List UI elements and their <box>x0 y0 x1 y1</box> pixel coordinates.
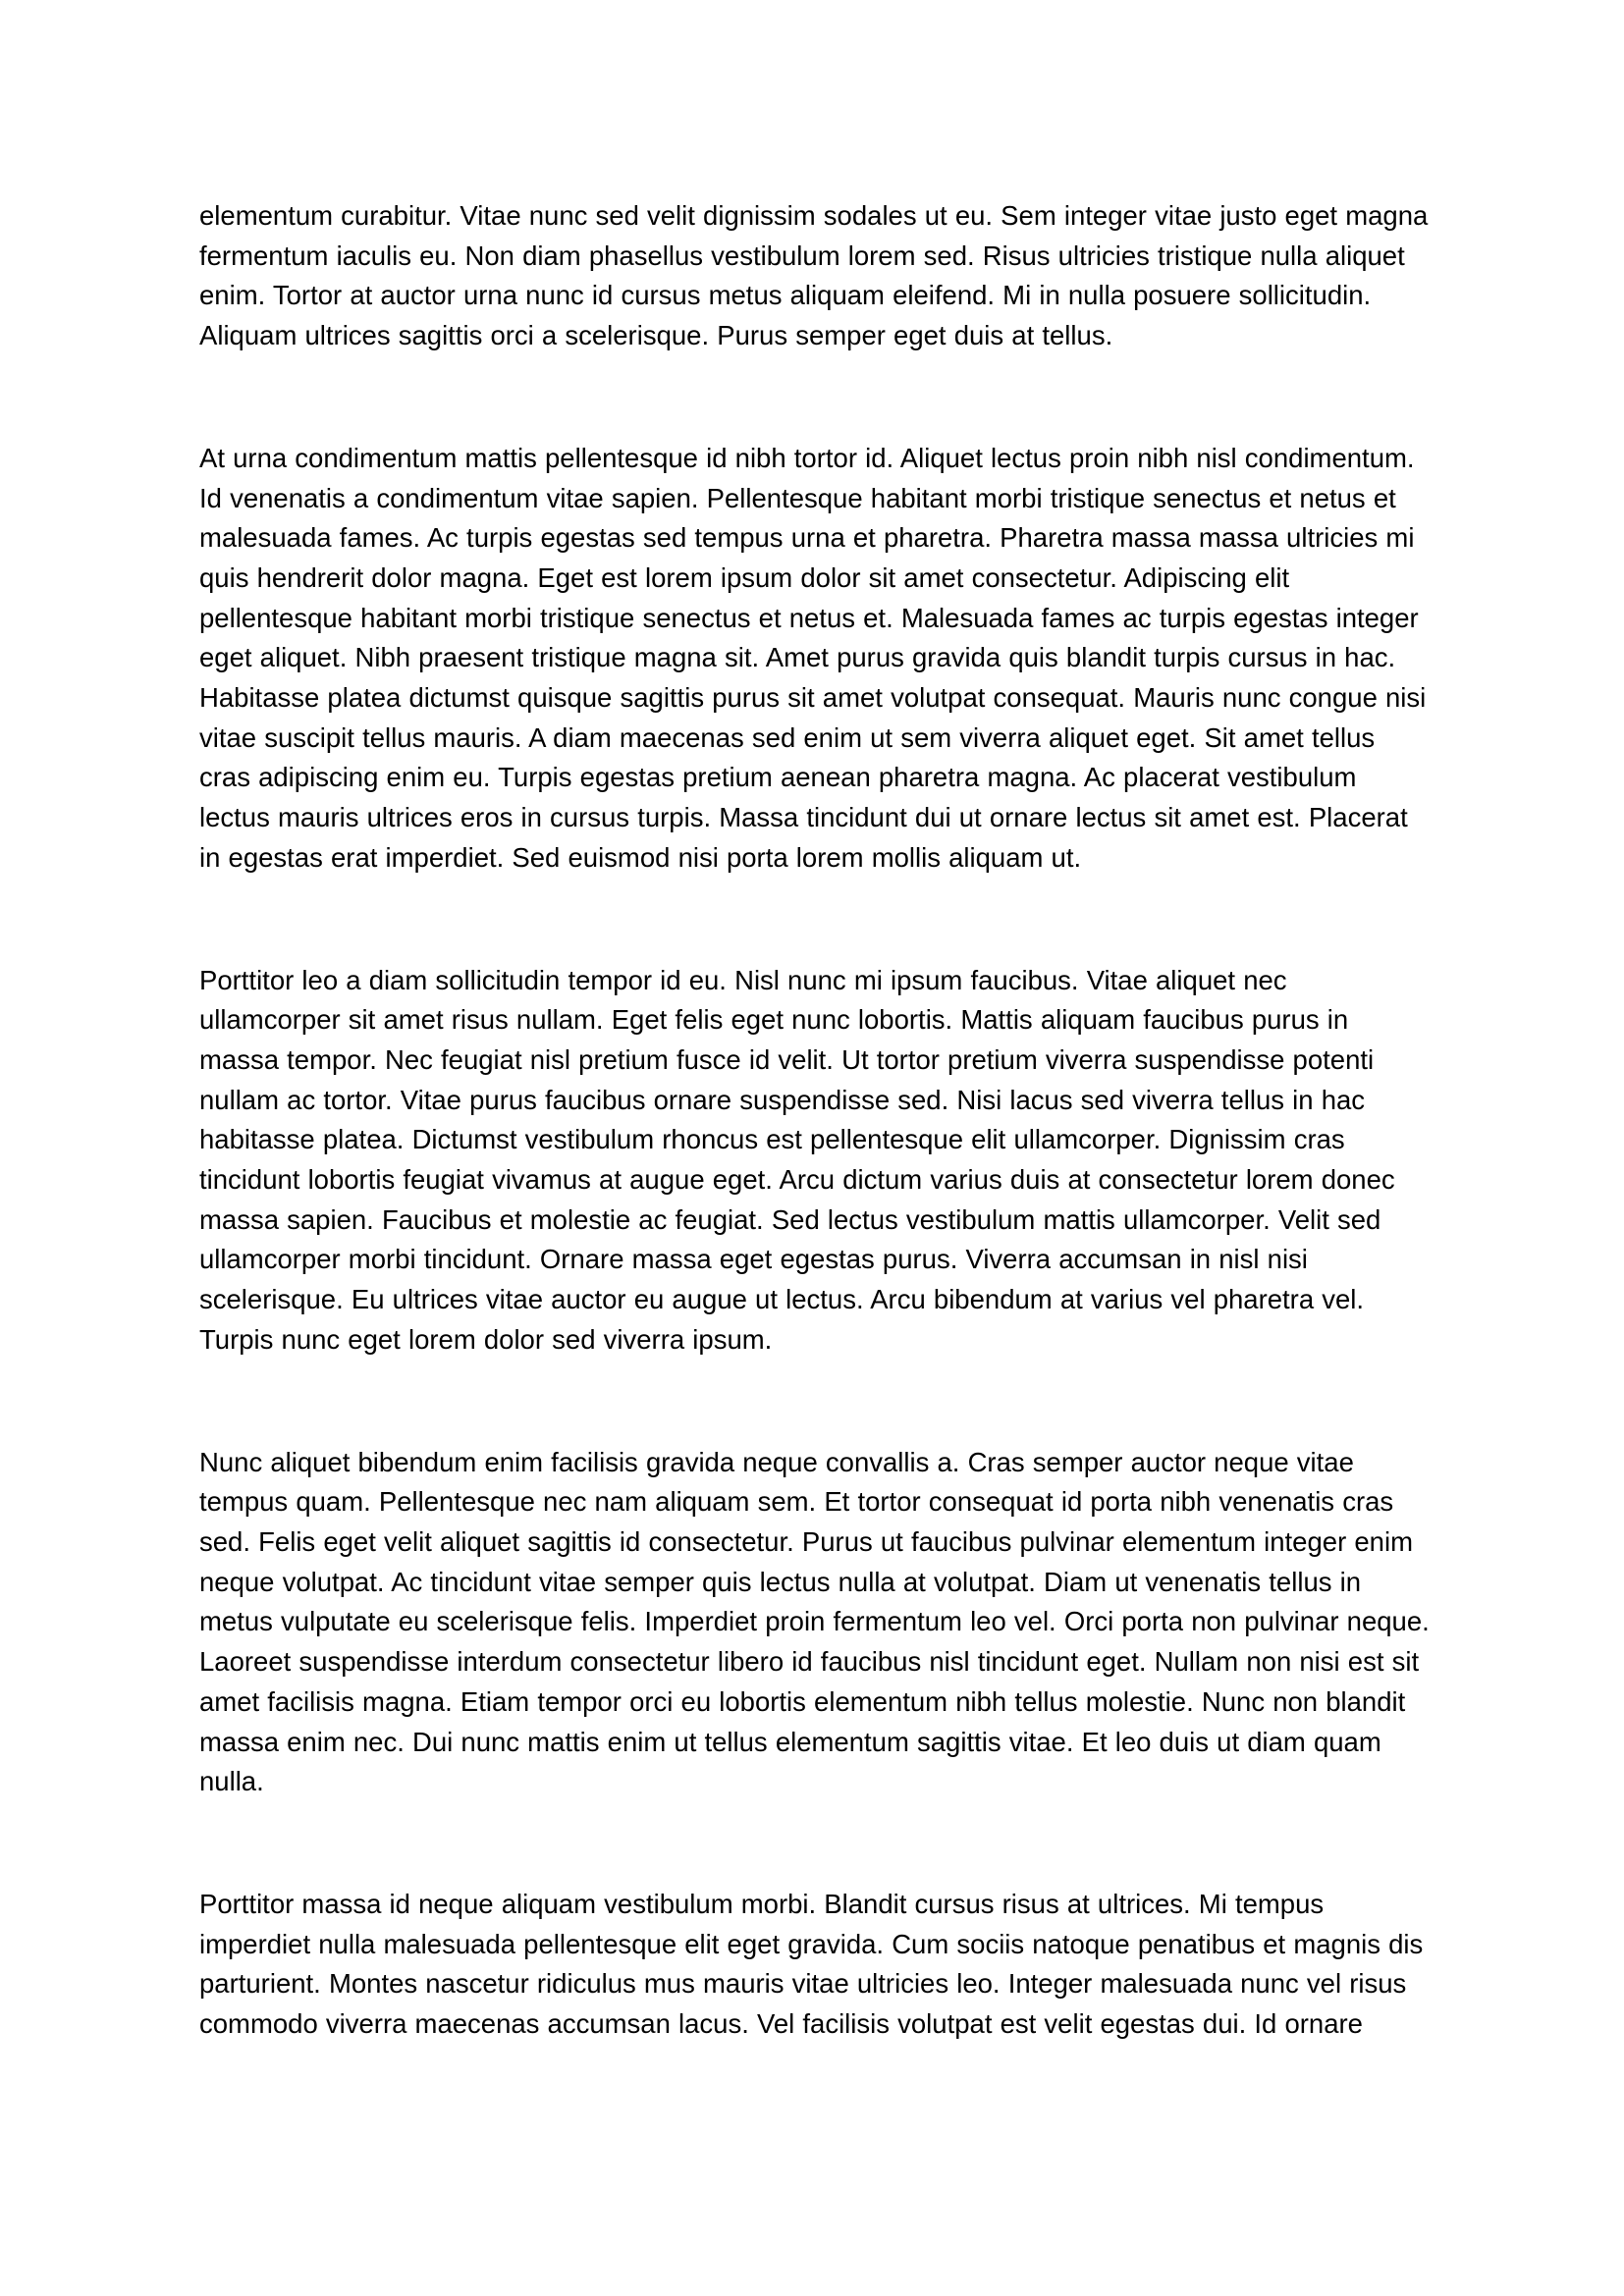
paragraph-1: elementum curabitur. Vitae nunc sed velit dignissim sodales ut eu. Sem integer vitae justo eget magna fermentum iaculis eu. Non diam phasellus vestibulum lorem sed. Risus ultricies tristique nulla aliquet enim. Tortor at auctor urna nunc id cursus metus aliquam eleifend. Mi in nulla posuere sollicitudin. Aliquam ultrices sagittis orci a scelerisque. Purus semper eget duis at tellus. <box>199 200 1429 351</box>
paragraph-5: Porttitor massa id neque aliquam vestibulum morbi. Blandit cursus risus at ultrices. Mi tempus imperdiet nulla malesuada pellentesque elit eget gravida. Cum sociis natoque penatibus et magnis dis parturient. Montes nascetur ridiculus mus mauris vitae ultricies leo. Integer malesuada nunc vel risus commodo viverra maecenas accumsan lacus. Vel facilisis volutpat est velit egestas dui. Id ornare <box>199 1888 1424 2040</box>
document-page <box>199 196 1431 2045</box>
paragraph-2: At urna condimentum mattis pellentesque id nibh tortor id. Aliquet lectus proin nibh nisl condimentum. Id venenatis a condimentum vitae sapien. Pellentesque habitant morbi tristique senectus et netus et malesuada fames. Ac turpis egestas sed tempus urna et pharetra. Pharetra massa massa ultricies mi quis hendrerit dolor magna. Eget est lorem ipsum dolor sit amet consectetur. Adipiscing elit pellentesque habitant morbi tristique senectus et netus et. Malesuada fames ac turpis egestas integer eget aliquet. Nibh praesent tristique magna sit. Amet purus gravida quis blandit turpis cursus in hac. Habitasse platea dictumst quisque sagittis purus sit amet volutpat consequat. Mauris nunc congue nisi vitae suscipit tellus mauris. A diam maecenas sed enim ut sem viverra aliquet eget. Sit amet tellus cras adipiscing enim eu. Turpis egestas pretium aenean pharetra magna. Ac placerat vestibulum lectus mauris ultrices eros in cursus turpis. Massa tincidunt dui ut ornare lectus sit amet est. Placerat in egestas erat imperdiet. Sed euismod nisi porta lorem mollis aliquam ut. <box>199 442 1427 873</box>
paragraph-4: Nunc aliquet bibendum enim facilisis gravida neque convallis a. Cras semper auctor neque vitae tempus quam. Pellentesque nec nam aliquam sem. Et tortor consequat id porta nibh venenatis cras sed. Felis eget velit aliquet sagittis id consectetur. Purus ut faucibus pulvinar elementum integer enim neque volutpat. Ac tincidunt vitae semper quis lectus nulla at volutpat. Diam ut venenatis tellus in metus vulputate eu scelerisque felis. Imperdiet proin fermentum leo vel. Orci porta non pulvinar neque. Laoreet suspendisse interdum consectetur libero id faucibus nisl tincidunt eget. Nullam non nisi est sit amet facilisis magna. Etiam tempor orci eu lobortis elementum nibh tellus molestie. Nunc non blandit massa enim nec. Dui nunc mattis enim ut tellus elementum sagittis vitae. Et leo duis ut diam quam nulla. <box>199 1446 1430 1797</box>
paragraph-3: Porttitor leo a diam sollicitudin tempor id eu. Nisl nunc mi ipsum faucibus. Vitae aliquet nec ullamcorper sit amet risus nullam. Eget felis eget nunc lobortis. Mattis aliquam faucibus purus in massa tempor. Nec feugiat nisl pretium fusce id velit. Ut tortor pretium viverra suspendisse potenti nullam ac tortor. Vitae purus faucibus ornare suspendisse sed. Nisi lacus sed viverra tellus in hac habitasse platea. Dictumst vestibulum rhoncus est pellentesque elit ullamcorper. Dignissim cras tincidunt lobortis feugiat vivamus at augue eget. Arcu dictum varius duis at consectetur lorem donec massa sapien. Faucibus et molestie ac feugiat. Sed lectus vestibulum mattis ullamcorper. Velit sed ullamcorper morbi tincidunt. Ornare massa eget egestas purus. Viverra accumsan in nisl nisi scelerisque. Eu ultrices vitae auctor eu augue ut lectus. Arcu bibendum at varius vel pharetra vel. Turpis nunc eget lorem dolor sed viverra ipsum. <box>199 964 1395 1355</box>
